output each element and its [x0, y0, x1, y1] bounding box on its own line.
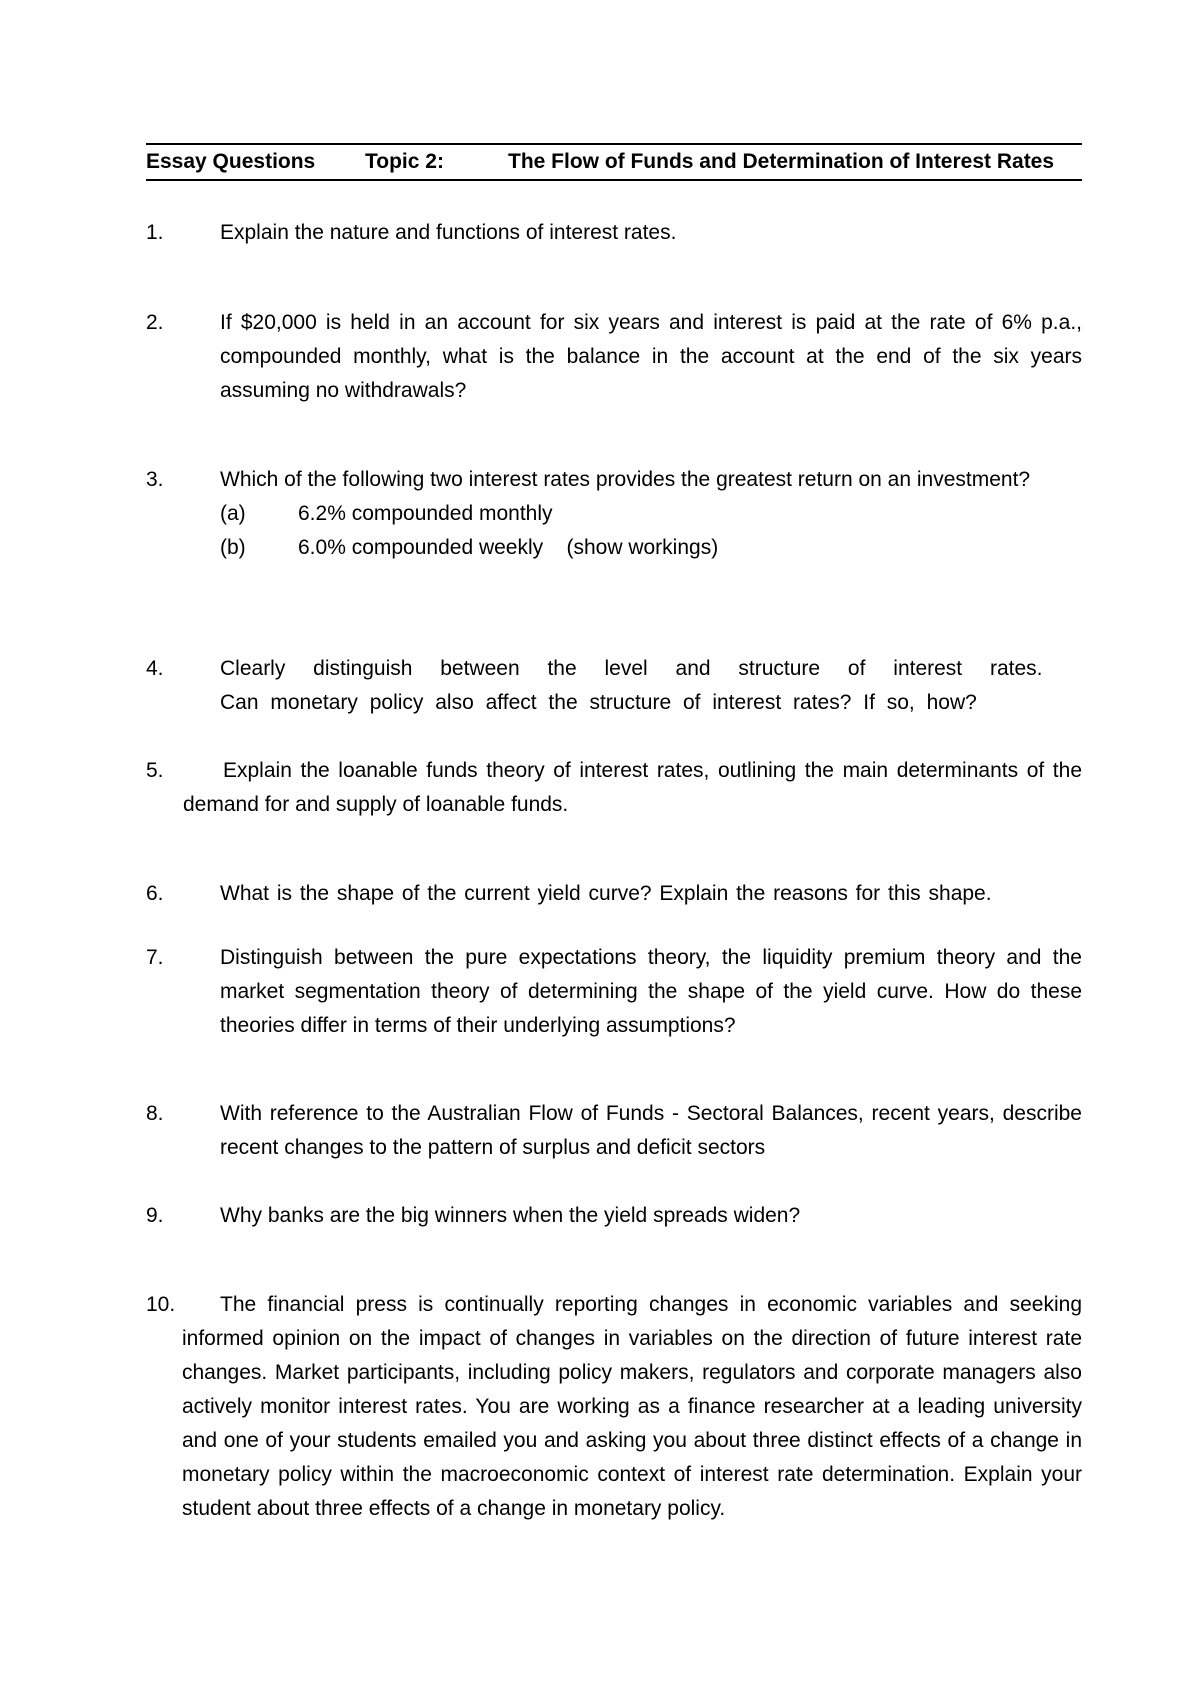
- question-4: [146, 652, 1082, 720]
- question-number: 6.: [146, 882, 164, 905]
- question-number: 9.: [146, 1204, 164, 1227]
- question-text: Why banks are the big winners when the yield spreads widen?: [220, 1204, 801, 1227]
- option-a: [220, 497, 1082, 531]
- question-number: 1.: [146, 221, 164, 244]
- question-1: [146, 216, 1082, 250]
- question-7: [146, 941, 1082, 1043]
- question-3: [146, 463, 1082, 565]
- question-text: The financial press is continually reporting changes in economic variables and seeking informed opinion on the impact of changes in variables on the direction of future interest rate changes. Market participants, including policy makers, regulators and corporate managers also actively monitor interest rates. You are working as a finance researcher at a leading university and one of your students emailed you and asking you about three distinct effects of a change in monetary policy within the macroeconomic context of interest rate determination. Explain your student about three effects of a change in monetary policy.: [182, 1293, 1082, 1520]
- question-text: Which of the following two interest rates provides the greatest return on an investment?: [220, 468, 1031, 491]
- option-label: (b): [220, 536, 246, 559]
- question-number: 10.: [146, 1293, 176, 1316]
- question-number: 3.: [146, 468, 164, 491]
- question-number: 2.: [146, 311, 164, 334]
- header-label: Essay Questions: [146, 150, 316, 173]
- question-8: [146, 1097, 1082, 1165]
- question-2: [146, 306, 1082, 408]
- question-5: [146, 754, 1082, 822]
- question-number: 4.: [146, 657, 164, 680]
- question-text: Distinguish between the pure expectations theory, the liquidity premium theory and the market segmentation theory of determining the shape of the yield curve. How do these theories differ in terms of their underlying assumptions?: [220, 946, 1082, 1037]
- question-number: 8.: [146, 1102, 164, 1125]
- question-6: [146, 877, 1082, 911]
- option-label: (a): [220, 502, 246, 525]
- question-9: [146, 1199, 1082, 1233]
- option-text: 6.0% compounded weekly (show workings): [298, 536, 719, 559]
- option-b: [220, 531, 1082, 565]
- question-text: Explain the loanable funds theory of interest rates, outlining the main determinants of the demand for and supply of loanable funds.: [183, 759, 1082, 816]
- question-number: 7.: [146, 946, 164, 969]
- question-number: 5.: [146, 759, 164, 782]
- question-text: What is the shape of the current yield curve? Explain the reasons for this shape.: [220, 882, 992, 905]
- question-text-line-2: Can monetary policy also affect the structure of interest rates? If so, how?: [220, 691, 977, 714]
- header-title: The Flow of Funds and Determination of Interest Rates: [508, 150, 1055, 173]
- header-topic: Topic 2:: [365, 150, 444, 173]
- question-text: If $20,000 is held in an account for six years and interest is paid at the rate of 6% p.a., compounded monthly, what is the balance in the account at the end of the six years assuming no withdrawals?: [220, 311, 1082, 402]
- page-header: [146, 143, 1082, 181]
- question-text: With reference to the Australian Flow of Funds - Sectoral Balances, recent years, describe recent changes to the pattern of surplus and deficit sectors: [220, 1102, 1082, 1159]
- question-text-line-1: Clearly distinguish between the level and structure of interest rates.: [220, 657, 1043, 680]
- question-10: [146, 1288, 1082, 1526]
- question-text: Explain the nature and functions of interest rates.: [220, 221, 677, 244]
- option-text: 6.2% compounded monthly: [298, 502, 553, 525]
